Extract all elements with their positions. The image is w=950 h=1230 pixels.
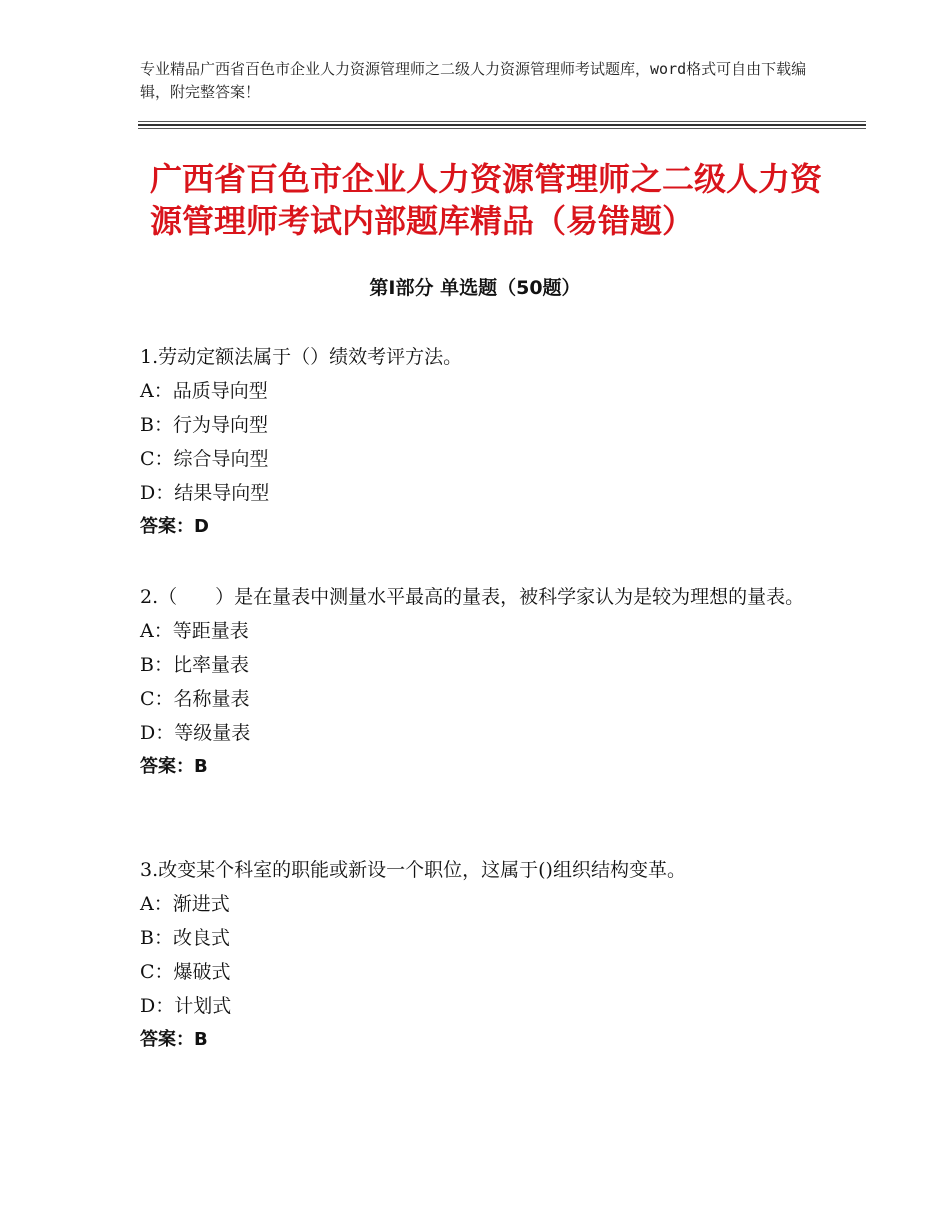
header-divider-top bbox=[138, 121, 866, 122]
option-a: A：品质导向型 bbox=[140, 380, 268, 402]
question-stem: 1.劳动定额法属于（）绩效考评方法。 bbox=[140, 346, 463, 368]
option-a: A：渐进式 bbox=[140, 893, 230, 915]
answer-label: 答案： bbox=[140, 1029, 194, 1050]
question-1 bbox=[140, 340, 820, 544]
option-c: C：爆破式 bbox=[140, 961, 231, 983]
option-d: D：结果导向型 bbox=[140, 482, 270, 504]
question-stem: 2.（ ）是在量表中测量水平最高的量表，被科学家认为是较为理想的量表。 bbox=[140, 586, 805, 608]
option-d: D：计划式 bbox=[140, 995, 232, 1017]
question-3 bbox=[140, 853, 820, 1057]
option-b: B：比率量表 bbox=[140, 654, 249, 676]
answer-line bbox=[140, 1023, 820, 1057]
question-stem: 3.改变某个科室的职能或新设一个职位，这属于()组织结构变革。 bbox=[140, 859, 686, 881]
document-title: 广西省百色市企业人力资源管理师之二级人力资源管理师考试内部题库精品（易错题） bbox=[150, 160, 823, 240]
section-title: 第Ⅰ部分 单选题（50题） bbox=[369, 277, 581, 299]
answer-value: D bbox=[194, 516, 209, 537]
header-divider-bottom bbox=[138, 128, 866, 129]
question-2 bbox=[140, 580, 820, 784]
header-note: 专业精品广西省百色市企业人力资源管理师之二级人力资源管理师考试题库，word格式可自由下载编辑，附完整答案！ bbox=[140, 60, 807, 101]
answer-label: 答案： bbox=[140, 516, 194, 537]
option-c: C：综合导向型 bbox=[140, 448, 269, 470]
answer-value: B bbox=[194, 756, 208, 777]
answer-line bbox=[140, 750, 820, 784]
answer-line bbox=[140, 510, 820, 544]
answer-value: B bbox=[194, 1029, 208, 1050]
header-divider-middle bbox=[138, 124, 866, 126]
option-c: C：名称量表 bbox=[140, 688, 250, 710]
option-a: A：等距量表 bbox=[140, 620, 249, 642]
option-b: B：改良式 bbox=[140, 927, 230, 949]
option-d: D：等级量表 bbox=[140, 722, 251, 744]
answer-label: 答案： bbox=[140, 756, 194, 777]
option-b: B：行为导向型 bbox=[140, 414, 268, 436]
